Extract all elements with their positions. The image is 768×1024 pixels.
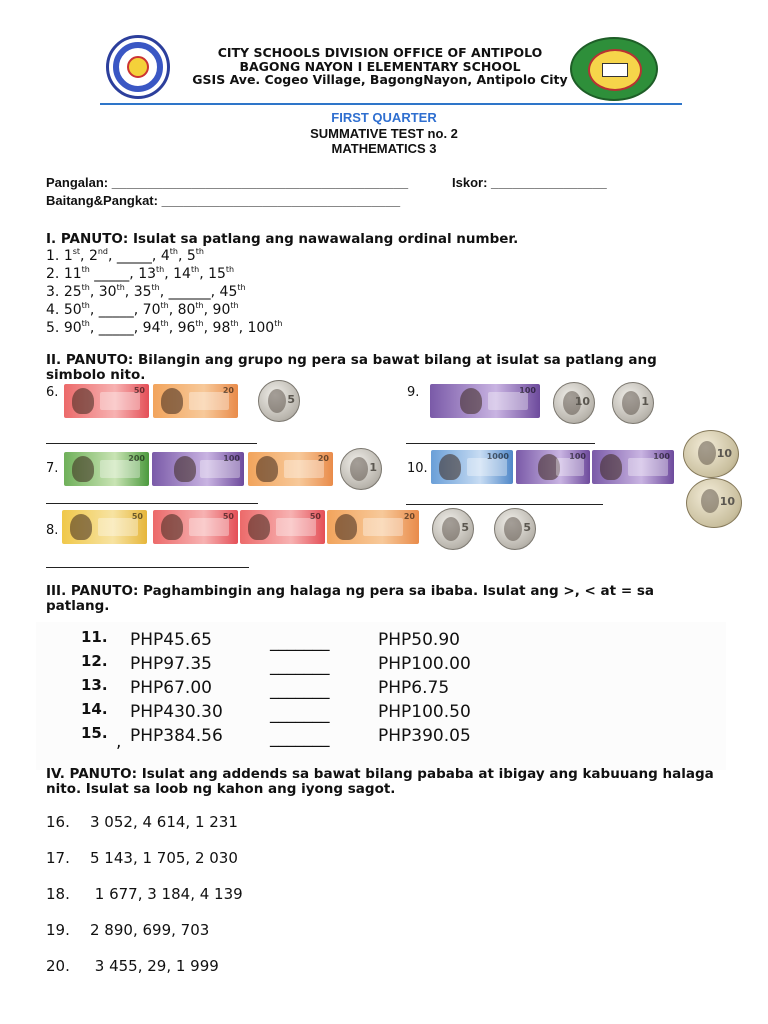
header-line-1: CITY SCHOOLS DIVISION OFFICE OF ANTIPOLO [217, 45, 543, 60]
bill-1000: 1000 [431, 450, 513, 484]
amount-right: PHP390.05 [378, 726, 471, 746]
item-6-label: 6. [46, 385, 59, 400]
answer-line-10[interactable] [406, 504, 603, 505]
amount-left: PHP67.00 [130, 678, 212, 698]
item-7-label: 7. [46, 461, 59, 476]
part1-instruction: I. PANUTO: Isulat sa patlang ang nawawalang ordinal number. [46, 231, 519, 247]
item-number: 19. [46, 921, 70, 939]
answer-line-7[interactable] [46, 503, 258, 504]
item-number: 18. [46, 885, 70, 903]
part3-instruction: III. PANUTO: Paghambingin ang halaga ng pera sa ibaba. Isulat ang >, < at = sa patlang. [46, 583, 654, 614]
comparison-blank[interactable]: _______ [270, 704, 330, 724]
ordinal-item [46, 283, 246, 300]
part4-instruction: IV. PANUTO: Isulat ang addends sa bawat bilang pababa at ibigay ang kabuuang halaga nito. Isulat sa loob ng kahon ang iyong sagot. [46, 766, 714, 797]
coin-10: 10 [553, 382, 595, 424]
ordinal-item [46, 319, 282, 336]
bill-50: 50 [62, 510, 147, 544]
bill-50: 50 [153, 510, 238, 544]
header-line-2: BAGONG NAYON I ELEMENTARY SCHOOL [239, 59, 521, 74]
ordinal-sequence[interactable]: 25th, 30th, 35th, ______, 45th [63, 283, 246, 300]
comparison-blank[interactable]: _______ [270, 728, 330, 748]
addends-values: 2 890, 699, 703 [90, 921, 210, 939]
bill-50: 50 [240, 510, 325, 544]
addends-item [46, 813, 238, 831]
part2-instruction: II. PANUTO: Bilangin ang grupo ng pera sa bawat bilang at isulat sa patlang ang simbolo nito. [46, 352, 657, 383]
comparison-number: 14. [81, 700, 108, 718]
addends-item [46, 849, 238, 867]
coin-5: 5 [432, 508, 474, 550]
amount-right: PHP100.00 [378, 654, 471, 674]
bill-200: 200 [64, 452, 149, 486]
comparison-blank[interactable]: _______ [270, 680, 330, 700]
amount-right: PHP100.50 [378, 702, 471, 722]
addends-values: 1 677, 3 184, 4 139 [90, 885, 243, 903]
addends-values: 3 052, 4 614, 1 231 [90, 813, 238, 831]
bill-20: 20 [327, 510, 419, 544]
bill-100: 100 [592, 450, 674, 484]
comparison-number: 11. [81, 628, 108, 646]
bill-20: 20 [153, 384, 238, 418]
ordinal-item [46, 301, 239, 318]
ordinal-sequence[interactable]: 50th, _____, 70th, 80th, 90th [63, 301, 239, 318]
answer-line-9[interactable] [406, 443, 595, 444]
coin-1: 1 [612, 382, 654, 424]
ordinal-item [46, 247, 204, 264]
item-number: 4. [46, 302, 64, 318]
addends-item [46, 921, 209, 939]
header-line-3: GSIS Ave. Cogeo Village, BagongNayon, Antipolo City [192, 72, 568, 87]
score-field[interactable]: Iskor: ________________ [452, 175, 607, 190]
bill-100: 100 [430, 384, 540, 418]
grade-section-field[interactable]: Baitang&Pangkat: _________________________________ [46, 193, 401, 208]
item-8-label: 8. [46, 523, 59, 538]
coin-5: 5 [258, 380, 300, 422]
comparison-number: 12. [81, 652, 108, 670]
ordinal-sequence[interactable]: 1st, 2nd, _____, 4th, 5th [63, 247, 204, 264]
ordinal-item [46, 265, 234, 282]
bill-20: 20 [248, 452, 333, 486]
school-seal-logo [570, 37, 658, 101]
addends-item [46, 957, 219, 975]
quarter-title: FIRST QUARTER [331, 110, 437, 125]
amount-right: PHP6.75 [378, 678, 450, 698]
item-9-label: 9. [407, 385, 420, 400]
comparison-number: 13. [81, 676, 108, 694]
stray-comma: , [116, 732, 122, 752]
amount-left: PHP45.65 [130, 630, 212, 650]
addends-item [46, 885, 243, 903]
answer-line-8[interactable] [46, 567, 249, 568]
subject-title: MATHEMATICS 3 [331, 141, 437, 156]
item-number: 1. [46, 248, 64, 264]
item-number: 5. [46, 320, 64, 336]
coin-10: 10 [686, 478, 742, 528]
item-10-label: 10. [407, 461, 428, 476]
item-number: 20. [46, 957, 70, 975]
ordinal-sequence[interactable]: 90th, _____, 94th, 96th, 98th, 100th [63, 319, 283, 336]
answer-line-6[interactable] [46, 443, 257, 444]
addends-values: 3 455, 29, 1 999 [90, 957, 219, 975]
coin-1: 1 [340, 448, 382, 490]
item-number: 16. [46, 813, 70, 831]
amount-left: PHP97.35 [130, 654, 212, 674]
bill-100: 100 [152, 452, 244, 486]
name-field[interactable]: Pangalan: _________________________________________ [46, 175, 409, 190]
coin-5: 5 [494, 508, 536, 550]
bill-100: 100 [516, 450, 590, 484]
seal-torch-icon [127, 56, 149, 78]
test-title: SUMMATIVE TEST no. 2 [310, 126, 458, 141]
ordinal-sequence[interactable]: 11th _____, 13th, 14th, 15th [63, 265, 235, 282]
item-number: 2. [46, 266, 64, 282]
amount-left: PHP384.56 [130, 726, 223, 746]
header-rule [100, 103, 682, 105]
addends-values: 5 143, 1 705, 2 030 [90, 849, 238, 867]
item-number: 17. [46, 849, 70, 867]
comparison-blank[interactable]: _______ [270, 656, 330, 676]
deped-seal-logo [106, 35, 170, 99]
item-number: 3. [46, 284, 64, 300]
comparison-blank[interactable]: _______ [270, 632, 330, 652]
coin-10: 10 [683, 430, 739, 478]
amount-right: PHP50.90 [378, 630, 460, 650]
comparison-number: 15. [81, 724, 108, 742]
book-icon [602, 63, 628, 77]
amount-left: PHP430.30 [130, 702, 223, 722]
bill-50: 50 [64, 384, 149, 418]
